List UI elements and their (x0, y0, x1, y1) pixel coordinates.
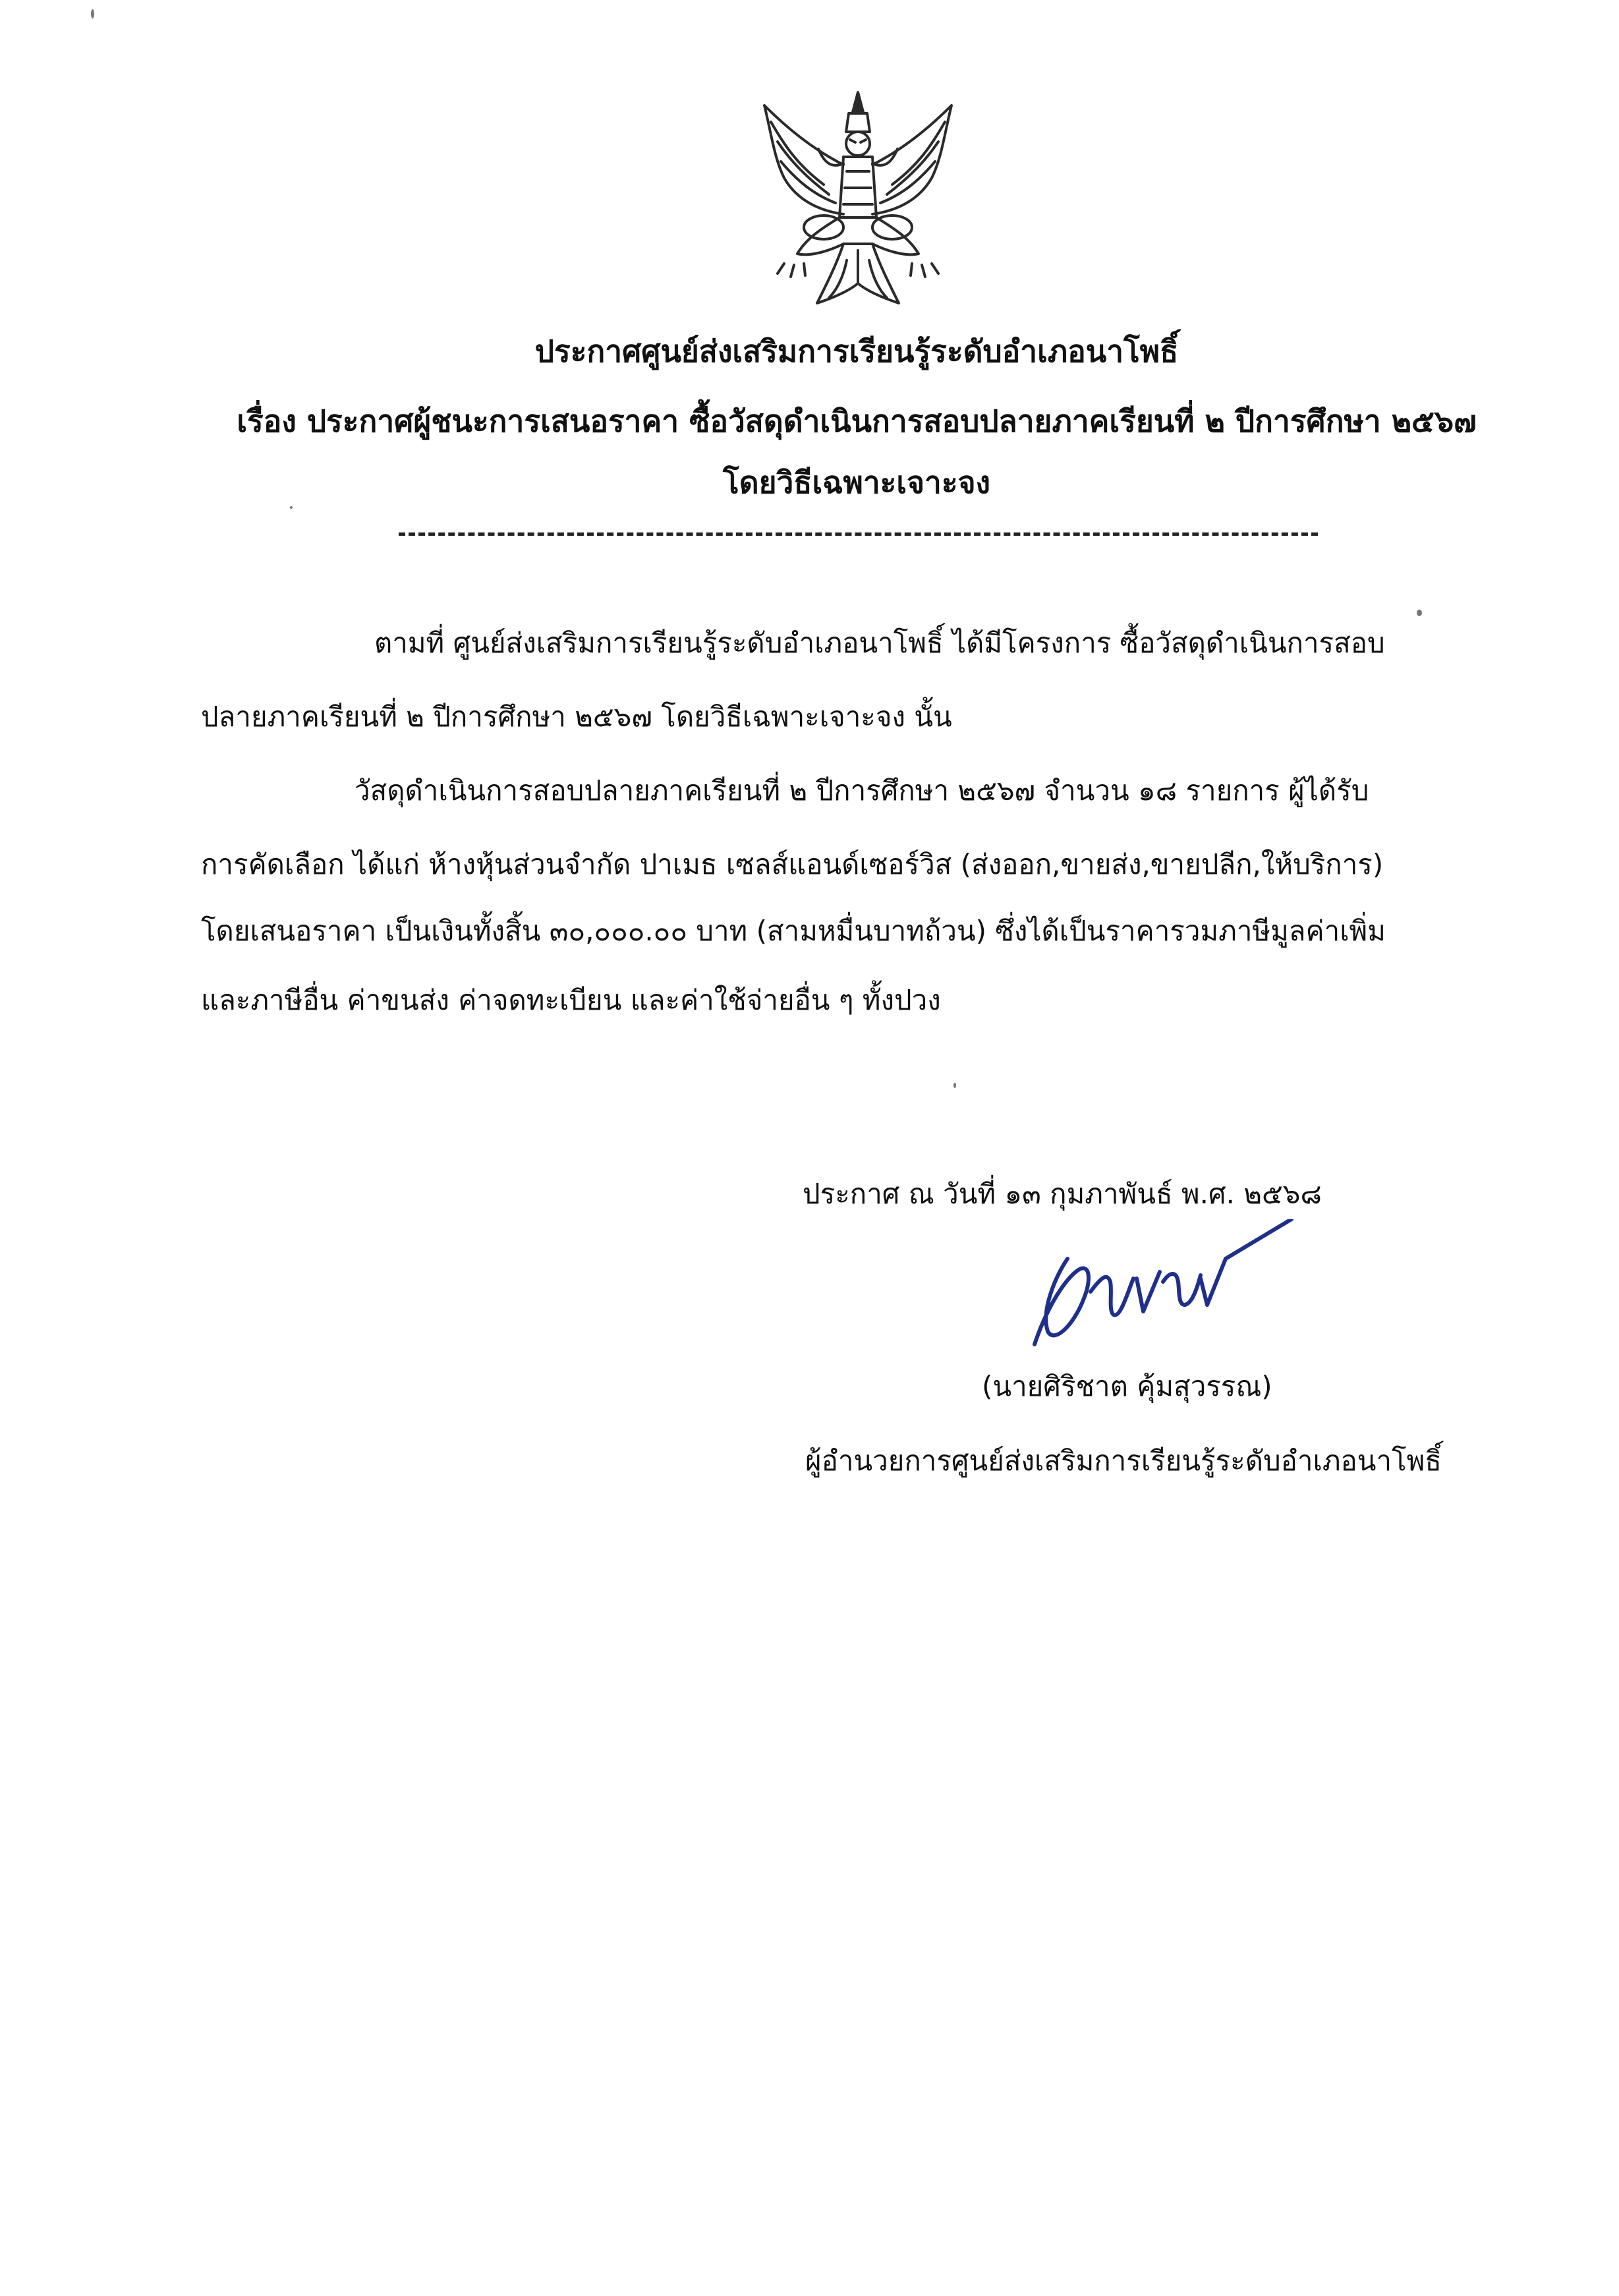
paragraph-2-line-4: และภาษีอื่น ค่าขนส่ง ค่าจดทะเบียน และค่าใช้จ่ายอื่น ๆ ทั้งปวง (201, 984, 941, 1016)
announcement-title: ประกาศศูนย์ส่งเสริมการเรียนรู้ระดับอำเภอนาโพธิ์ (534, 333, 1179, 369)
announcement-date: ประกาศ ณ วันที่ ๑๓ กุมภาพันธ์ พ.ศ. ๒๕๖๘ (803, 1178, 1322, 1210)
paragraph-1-line-1: ตามที่ ศูนย์ส่งเสริมการเรียนรู้ระดับอำเภอนาโพธิ์ ได้มีโครงการ ซื้อวัสดุดำเนินการสอบ (374, 627, 1385, 659)
signer-name: (นายศิริชาต คุ้มสุวรรณ) (982, 1370, 1272, 1402)
paragraph-1-line-2: ปลายภาคเรียนที่ ๒ ปีการศึกษา ๒๕๖๗ โดยวิธีเฉพาะเจาะจง นั้น (201, 701, 952, 733)
separator-line (399, 532, 1318, 536)
scan-speck (1417, 610, 1422, 616)
scan-speck (290, 506, 293, 509)
paragraph-2-line-2: การคัดเลือก ได้แก่ ห้างหุ้นส่วนจำกัด ปาเมธ เซลส์แอนด์เซอร์วิส (ส่งออก,ขายส่ง,ขายปลีก,ให้บริการ) (201, 848, 1384, 880)
paragraph-2-line-3: โดยเสนอราคา เป็นเงินทั้งสิ้น ๓๐,๐๐๐.๐๐ บาท (สามหมื่นบาทถ้วน) ซึ่งได้เป็นราคารวมภาษีมูลค่าเพิ่ม (201, 915, 1386, 947)
signature-icon (1028, 1219, 1298, 1364)
scan-speck (91, 9, 94, 18)
procurement-method: โดยวิธีเฉพาะเจาะจง (723, 465, 990, 500)
paragraph-2-line-1: วัสดุดำเนินการสอบปลายภาคเรียนที่ ๒ ปีการศึกษา ๒๕๖๗ จำนวน ๑๘ รายการ ผู้ได้รับ (355, 774, 1369, 807)
announcement-subject: เรื่อง ประกาศผู้ชนะการเสนอราคา ซื้อวัสดุดำเนินการสอบปลายภาคเรียนที่ ๒ ปีการศึกษา ๒๕๖๗ (237, 403, 1477, 439)
garuda-emblem-icon (745, 86, 972, 323)
scan-speck (953, 1083, 956, 1088)
signer-position: ผู้อำนวยการศูนย์ส่งเสริมการเรียนรู้ระดับอำเภอนาโพธิ์ (805, 1445, 1442, 1477)
